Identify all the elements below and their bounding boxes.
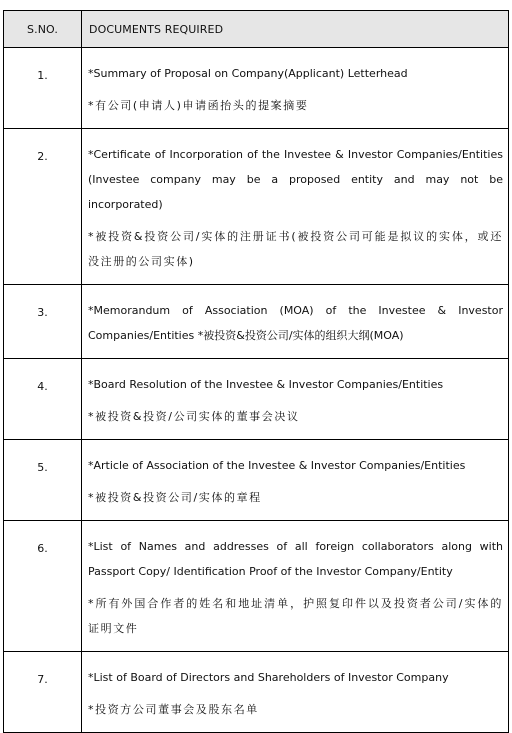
document-cell	[82, 652, 509, 733]
table-row	[4, 285, 509, 359]
document-cell	[82, 129, 509, 285]
table-header-row	[4, 11, 509, 48]
row-number: 5.	[4, 440, 82, 521]
document-cell	[82, 521, 509, 652]
document-cell	[82, 285, 509, 359]
table-row	[4, 359, 509, 440]
table-row	[4, 440, 509, 521]
document-chinese: *投资方公司董事会及股东名单	[88, 703, 259, 716]
table-row	[4, 652, 509, 733]
row-number: 3.	[4, 285, 82, 359]
document-english: *List of Board of Directors and Shareholders of Investor Company	[88, 671, 449, 684]
row-number: 1.	[4, 48, 82, 129]
document-cell	[82, 440, 509, 521]
document-english: *Memorandum of Association (MOA) of the Investee & Investor Companies/Entities *被投资&投资公司/实体的组织大纲(MOA)	[88, 304, 503, 342]
row-number: 4.	[4, 359, 82, 440]
documents-table	[3, 10, 509, 733]
document-cell	[82, 359, 509, 440]
row-number: 7.	[4, 652, 82, 733]
document-english: *Article of Association of the Investee & Investor Companies/Entities	[88, 459, 466, 472]
document-english: *Summary of Proposal on Company(Applicant) Letterhead	[88, 67, 408, 80]
row-number: 2.	[4, 129, 82, 285]
document-chinese: *有公司(申请人)申请函抬头的提案摘要	[88, 99, 309, 112]
document-english: *Certificate of Incorporation of the Investee & Investor Companies/Entities (Investee company may be a proposed entity and may not be incorporated)	[88, 148, 503, 211]
document-cell	[82, 48, 509, 129]
header-sno: S.NO.	[4, 11, 82, 48]
document-chinese: *被投资&投资公司/实体的注册证书(被投资公司可能是拟议的实体，或还没注册的公司实体)	[88, 230, 503, 268]
document-chinese: *所有外国合作者的姓名和地址清单，护照复印件以及投资者公司/实体的证明文件	[88, 597, 503, 635]
table-row	[4, 521, 509, 652]
document-chinese: *被投资&投资公司/实体的章程	[88, 491, 262, 504]
document-chinese: *被投资&投资/公司实体的董事会决议	[88, 410, 300, 423]
table-row	[4, 129, 509, 285]
table-row	[4, 48, 509, 129]
document-english: *List of Names and addresses of all foreign collaborators along with Passport Copy/ Identification Proof of the Investor Company/Entity	[88, 540, 503, 578]
row-number: 6.	[4, 521, 82, 652]
document-english: *Board Resolution of the Investee & Investor Companies/Entities	[88, 378, 444, 391]
header-documents-required: DOCUMENTS REQUIRED	[82, 11, 509, 48]
